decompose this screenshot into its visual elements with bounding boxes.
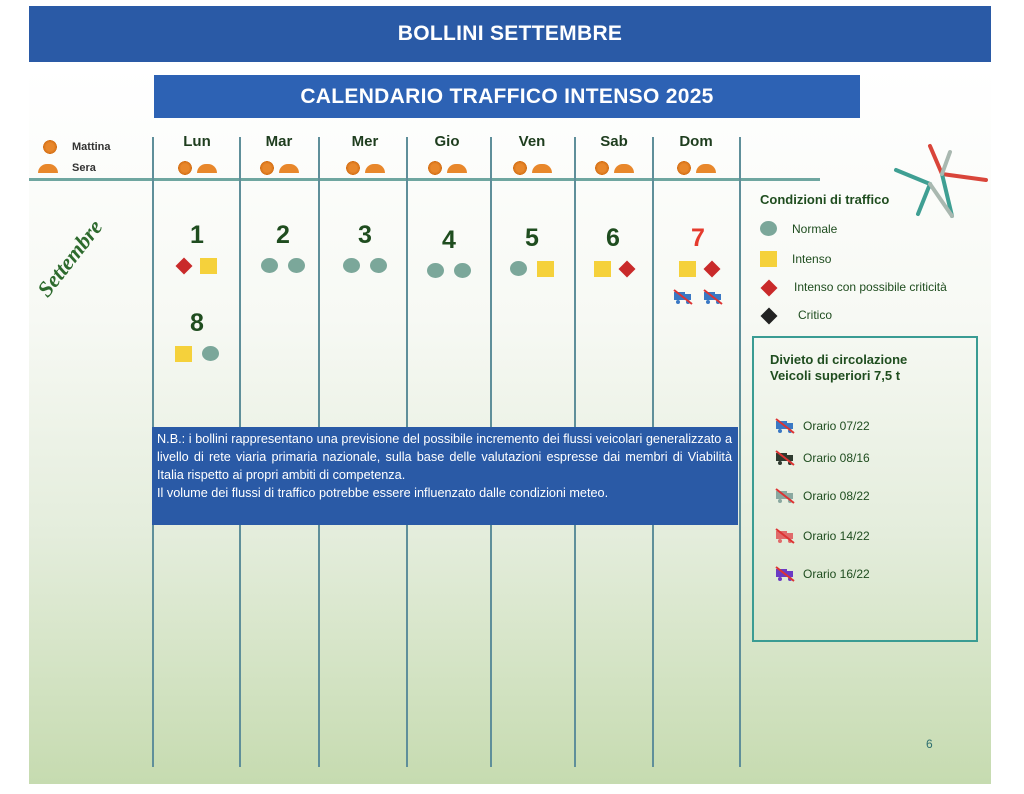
truck-ban-icon xyxy=(668,288,698,305)
diamond-red-icon xyxy=(175,257,192,274)
note-box xyxy=(152,427,738,525)
divieto-title xyxy=(770,352,907,384)
date-number: 1 xyxy=(190,221,204,249)
key-sera-label: Sera xyxy=(72,162,96,174)
page-number: 6 xyxy=(926,737,933,751)
condition-label: Intenso con possibile criticità xyxy=(794,280,947,294)
square-yellow-icon xyxy=(200,258,217,274)
circle-green-icon xyxy=(454,263,471,278)
date-markers xyxy=(570,260,656,278)
day-header-gio: Gio xyxy=(434,133,460,150)
truck-ban-icon xyxy=(770,528,803,544)
truck-ban-icon xyxy=(770,488,803,504)
sun-icons xyxy=(571,160,657,176)
viabilita-logo xyxy=(890,140,990,220)
truck-ban-icon xyxy=(770,450,803,466)
month-label: Settembre xyxy=(32,214,108,302)
sun-icons xyxy=(154,160,240,176)
divieto-title-line1: Divieto di circolazione xyxy=(770,352,908,367)
header-divider xyxy=(29,178,820,181)
condition-label: Intenso xyxy=(792,252,832,266)
circle-green-icon xyxy=(760,221,777,236)
condition-normale xyxy=(760,221,837,236)
divieto-label: Orario 16/22 xyxy=(803,567,870,581)
circle-green-icon xyxy=(261,258,278,273)
square-yellow-icon xyxy=(594,261,611,277)
divieto-label: Orario 07/22 xyxy=(803,419,870,433)
date-number: 2 xyxy=(276,221,290,249)
date-number: 4 xyxy=(442,226,456,254)
condition-critico xyxy=(760,308,832,322)
square-yellow-icon xyxy=(760,251,777,267)
date-number: 7 xyxy=(691,224,705,252)
date-markers xyxy=(489,260,575,278)
date-markers xyxy=(154,257,240,275)
day-header-dom: Dom xyxy=(679,133,713,150)
divieto-item xyxy=(770,418,870,434)
day-header-mer: Mer xyxy=(351,133,379,150)
day-header-lun: Lun xyxy=(183,133,211,150)
sun-icons xyxy=(236,160,322,176)
diamond-red-icon xyxy=(703,260,720,277)
date-markers xyxy=(655,260,741,278)
circle-green-icon xyxy=(510,261,527,276)
truck-ban-icon xyxy=(770,566,803,582)
divieto-label: Orario 08/16 xyxy=(803,451,870,465)
day-header-sab: Sab xyxy=(600,133,628,150)
condition-label: Critico xyxy=(798,308,833,322)
divieto-title-line2: Veicoli superiori 7,5 t xyxy=(770,368,901,383)
square-yellow-icon xyxy=(175,346,192,362)
diamond-black-icon xyxy=(761,307,778,324)
sun-icons xyxy=(322,160,408,176)
divieto-item xyxy=(770,488,870,504)
divieto-item xyxy=(770,450,870,466)
date-markers xyxy=(240,257,326,275)
condition-intenso-criticita xyxy=(760,280,947,294)
note-text-2: Il volume dei flussi di traffico potrebbe essere influenzato dalle condizioni meteo. xyxy=(157,486,609,500)
circle-green-icon xyxy=(343,258,360,273)
divieto-item xyxy=(770,566,870,582)
calendar-title: CALENDARIO TRAFFICO INTENSO 2025 xyxy=(154,75,860,118)
date-number: 5 xyxy=(525,224,539,252)
key-mattina-label: Mattina xyxy=(72,141,111,153)
condition-label: Normale xyxy=(792,221,838,236)
condition-intenso xyxy=(760,251,831,267)
circle-green-icon xyxy=(427,263,444,278)
sun-icons xyxy=(653,160,739,176)
diamond-red-icon xyxy=(761,279,778,296)
square-yellow-icon xyxy=(537,261,554,277)
divieto-item xyxy=(770,528,870,544)
date-ban-markers xyxy=(655,288,741,306)
date-number: 3 xyxy=(358,221,372,249)
day-header-mar: Mar xyxy=(265,133,293,150)
day-header-ven: Ven xyxy=(518,133,546,150)
date-markers xyxy=(154,345,240,363)
date-markers xyxy=(322,257,408,275)
diamond-red-icon xyxy=(618,260,635,277)
truck-ban-icon xyxy=(698,288,728,305)
sun-icons xyxy=(404,160,490,176)
divieto-label: Orario 14/22 xyxy=(803,529,870,543)
note-text-1: N.B.: i bollini rappresentano una previsione del possibile incremento dei flussi veicolari generalizzato a livello di rete viaria primaria nazionale, sulla base delle valutazioni espresse dai membri di Viabilità Italia rispetto ai propri ambiti di competenza. xyxy=(157,432,732,482)
circle-green-icon xyxy=(288,258,305,273)
date-number: 6 xyxy=(606,224,620,252)
square-yellow-icon xyxy=(679,261,696,277)
date-number: 8 xyxy=(190,309,204,337)
circle-green-icon xyxy=(202,346,219,361)
circle-green-icon xyxy=(370,258,387,273)
mattina-sun-icon xyxy=(42,139,58,155)
conditions-title: Condizioni di traffico xyxy=(760,192,890,207)
truck-ban-icon xyxy=(770,418,803,434)
date-markers xyxy=(406,262,492,280)
divieto-box xyxy=(752,336,978,642)
sera-sunset-icon xyxy=(38,164,58,173)
sun-icons xyxy=(489,160,575,176)
divieto-label: Orario 08/22 xyxy=(803,489,870,503)
page-banner: BOLLINI SETTEMBRE xyxy=(29,6,991,62)
